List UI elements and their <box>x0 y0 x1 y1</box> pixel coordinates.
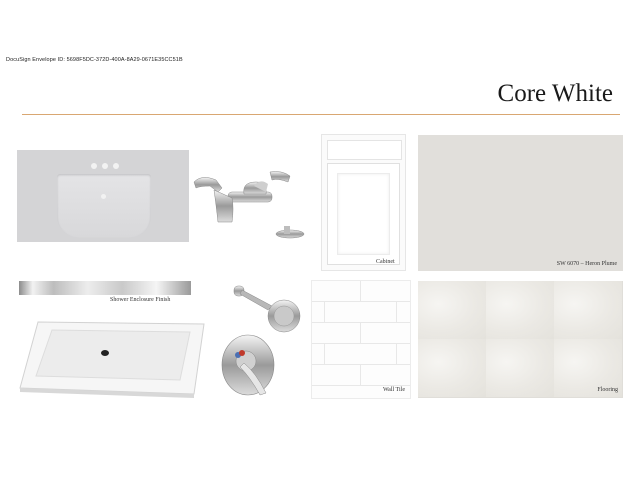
faucet-image <box>192 168 312 243</box>
paint-caption: SW 6070 – Heron Plume <box>556 261 617 267</box>
divider-rule <box>22 114 620 115</box>
sink-bowl <box>57 174 151 238</box>
shower-valve-image <box>218 333 278 398</box>
cabinet-drawer <box>327 140 402 160</box>
page-title: Core White <box>497 80 613 107</box>
shower-base-image <box>16 320 206 398</box>
wall-tile-sample <box>312 281 410 398</box>
drain-icon <box>101 350 109 356</box>
enclosure-finish-swatch <box>19 281 191 295</box>
flooring-sample <box>418 281 623 398</box>
vanity-top-image <box>17 150 189 242</box>
cabinet-sample <box>322 135 405 270</box>
paint-swatch <box>418 135 623 271</box>
cabinet-caption: Cabinet <box>376 259 395 265</box>
faucet-hole <box>113 163 119 169</box>
envelope-id: DocuSign Envelope ID: 5698F5DC-372D-400A-8A29-0671E35CC51B <box>6 57 183 63</box>
flooring-caption: Flooring <box>597 387 618 393</box>
faucet-hole <box>102 163 108 169</box>
cabinet-door <box>327 163 400 265</box>
faucet-hole <box>91 163 97 169</box>
wall-tile-caption: Wall Tile <box>382 387 405 393</box>
sink-drain <box>101 194 106 199</box>
door-panel <box>337 173 390 255</box>
enclosure-finish-caption: Shower Enclosure Finish <box>110 297 171 303</box>
shower-head-image <box>232 282 302 337</box>
